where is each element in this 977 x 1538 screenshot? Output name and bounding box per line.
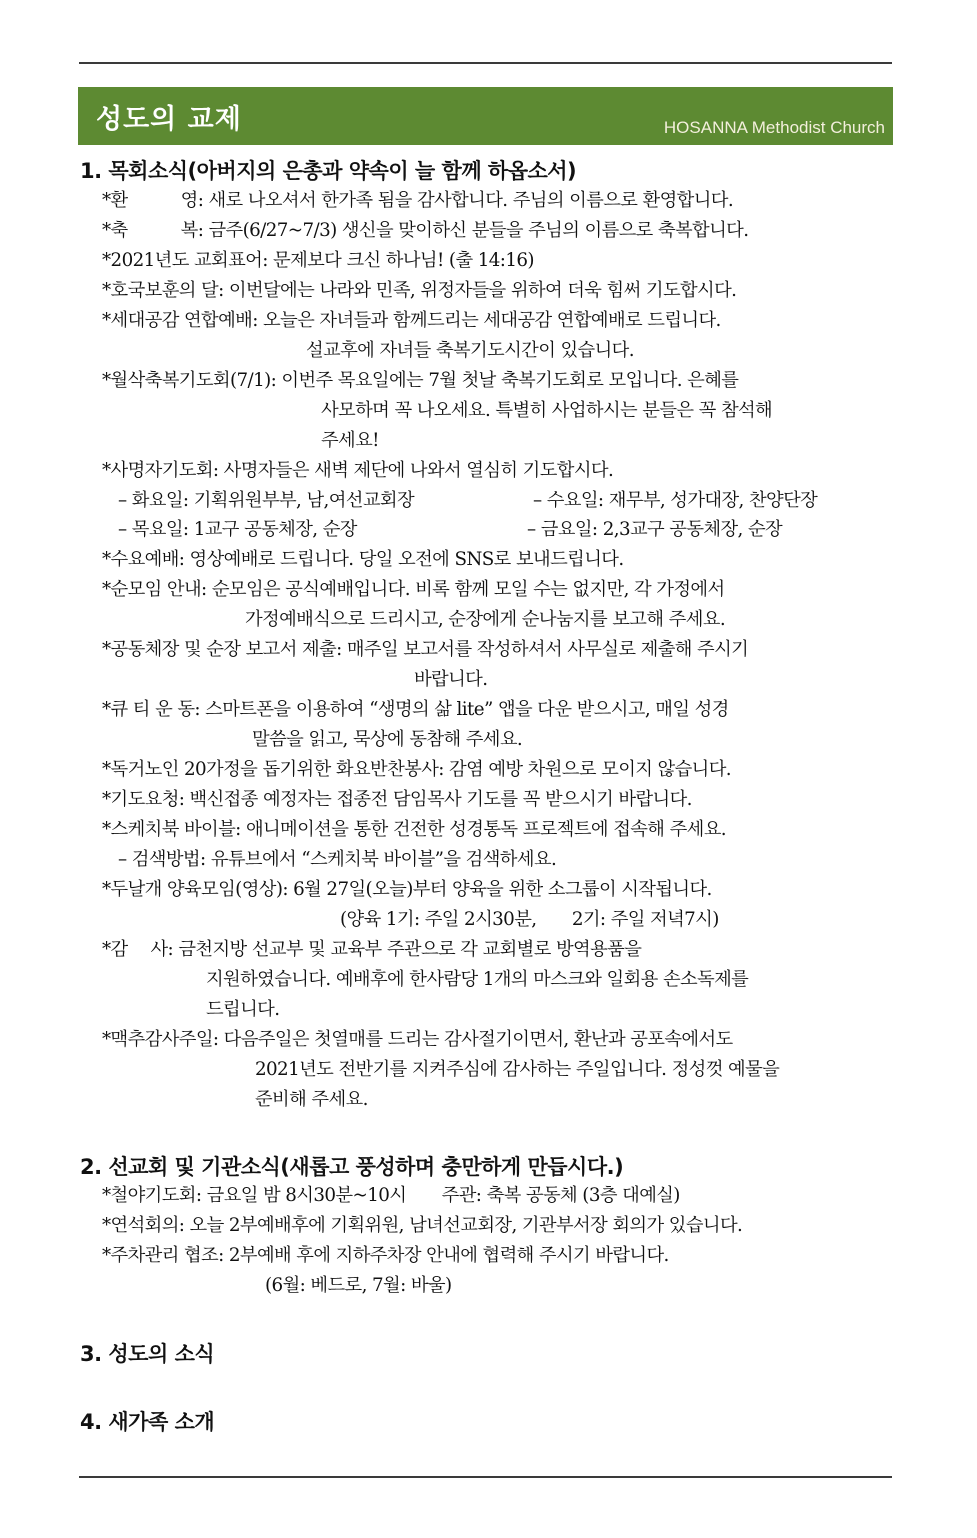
section-banner xyxy=(78,87,893,145)
notice-prayer-request: *기도요청: 백신접종 예정자는 접종전 담임목사 기도를 꼭 받으시기 바랍니다. xyxy=(102,789,692,810)
notice-report-submission-cont: 바랍니다. xyxy=(414,669,488,690)
notice-joint-meeting: *연석회의: 오늘 2부예배후에 기획위원, 남녀선교회장, 기관부서장 회의가 있습니다. xyxy=(102,1215,743,1236)
notice-thanks: *감 사: 금천지방 선교부 및 교육부 주관으로 각 교회별로 방역용품을 xyxy=(102,939,642,960)
notice-memorial-month: *호국보훈의 달: 이번달에는 나라와 민족, 위정자들을 위하여 더욱 힘써 기도합시다. xyxy=(102,280,737,301)
section-heading-1: 1. 목회소식(아버지의 은총과 약속이 늘 함께 하옵소서) xyxy=(80,159,577,183)
bottom-rule xyxy=(79,1476,892,1478)
notice-qt: *큐 티 운 동: 스마트폰을 이용하여 “생명의 삶 lite” 앱을 다운 받으시고, 매일 성경 xyxy=(102,699,729,720)
notice-joint-worship: *세대공감 연합예배: 오늘은 자녀들과 함께드리는 세대공감 연합예배로 드립니다. xyxy=(102,310,721,331)
notice-wednesday-service: *수요예배: 영상예배로 드립니다. 당일 오전에 SNS로 보내드립니다. xyxy=(102,549,624,570)
schedule-thursday: – 목요일: 1교구 공동체장, 순장 xyxy=(118,519,357,540)
schedule-tuesday: – 화요일: 기획위원부부, 남,여선교회장 xyxy=(118,490,415,511)
notice-welcome: *환 영: 새로 나오셔서 한가족 됨을 감사합니다. 주님의 이름으로 환영합니다. xyxy=(102,190,734,211)
church-name xyxy=(664,118,885,138)
banner-title: 성도의 교제 xyxy=(96,104,242,135)
notice-thanks-cont1: 지원하였습니다. 예배후에 한사람당 1개의 마스크와 일회용 손소독제를 xyxy=(206,969,749,990)
section-heading-4: 4. 새가족 소개 xyxy=(80,1410,215,1434)
church-name-strong: HOSANNA xyxy=(663,118,748,137)
notice-joint-worship-cont: 설교후에 자녀들 축복기도시간이 있습니다. xyxy=(306,340,634,361)
notice-monthly-prayer: *월삭축복기도회(7/1): 이번주 목요일에는 7월 첫날 축복기도회로 모입니다. 은혜를 xyxy=(102,370,739,391)
notice-cell-meeting: *순모임 안내: 순모임은 공식예배입니다. 비록 함께 모일 수는 없지만, 각 가정에서 xyxy=(102,579,725,600)
notice-blessing: *축 복: 금주(6/27~7/3) 생신을 맞이하신 분들을 주님의 이름으로 축복합니다. xyxy=(102,220,749,241)
notice-sketchbook-bible: *스케치북 바이블: 애니메이션을 통한 건전한 성경통독 프로젝트에 접속해 주세요. xyxy=(102,819,726,840)
notice-nurture-group: *두날개 양육모임(영상): 6월 27일(오늘)부터 양육을 위한 소그룹이 시작됩니다. xyxy=(102,879,712,900)
notice-parking-cont: (6월: 베드로, 7월: 바울) xyxy=(265,1275,452,1296)
notice-sketchbook-search: – 검색방법: 유튜브에서 “스케치북 바이블”을 검색하세요. xyxy=(118,849,557,870)
notice-mission-prayer: *사명자기도회: 사명자들은 새벽 제단에 나와서 열심히 기도합시다. xyxy=(102,460,614,481)
notice-report-submission: *공동체장 및 순장 보고서 제출: 매주일 보고서를 작성하셔서 사무실로 제출해 주시기 xyxy=(102,639,749,660)
church-name-rest: Methodist Church xyxy=(747,118,885,137)
notice-cell-meeting-cont: 가정예배식으로 드리시고, 순장에게 순나눔지를 보고해 주세요. xyxy=(245,609,726,630)
schedule-friday: – 금요일: 2,3교구 공동체장, 순장 xyxy=(527,519,783,540)
section-heading-2: 2. 선교회 및 기관소식(새롭고 풍성하며 충만하게 만듭시다.) xyxy=(80,1155,624,1179)
schedule-wednesday: – 수요일: 재무부, 성가대장, 찬양단장 xyxy=(533,490,818,511)
notice-harvest-thanksgiving-cont1: 2021년도 전반기를 지켜주심에 감사하는 주일입니다. 정성껏 예물을 xyxy=(255,1059,780,1080)
notice-thanks-cont2: 드립니다. xyxy=(206,999,280,1020)
notice-motto: *2021년도 교회표어: 문제보다 크신 하나님! (출 14:16) xyxy=(102,250,534,271)
top-rule xyxy=(79,62,892,64)
notice-monthly-prayer-cont2: 주세요! xyxy=(321,430,379,451)
notice-parking: *주차관리 협조: 2부예배 후에 지하주차장 안내에 협력해 주시기 바랍니다. xyxy=(102,1245,669,1266)
notice-harvest-thanksgiving: *맥추감사주일: 다음주일은 첫열매를 드리는 감사절기이면서, 환난과 공포속에서도 xyxy=(102,1029,733,1050)
notice-harvest-thanksgiving-cont2: 준비해 주세요. xyxy=(255,1089,368,1110)
notice-monthly-prayer-cont1: 사모하며 꼭 나오세요. 특별히 사업하시는 분들은 꼭 참석해 xyxy=(321,400,773,421)
notice-nurture-group-times: (양육 1기: 주일 2시30분, 2기: 주일 저녁7시) xyxy=(340,909,719,930)
notice-qt-cont: 말씀을 읽고, 묵상에 동참해 주세요. xyxy=(252,729,523,750)
notice-side-dish-service: *독거노인 20가정을 돕기위한 화요반찬봉사: 감염 예방 차원으로 모이지 않습니다. xyxy=(102,759,731,780)
notice-overnight-prayer: *철야기도회: 금요일 밤 8시30분~10시 주관: 축복 공동체 (3층 대예실) xyxy=(102,1185,680,1206)
section-heading-3: 3. 성도의 소식 xyxy=(80,1342,215,1366)
